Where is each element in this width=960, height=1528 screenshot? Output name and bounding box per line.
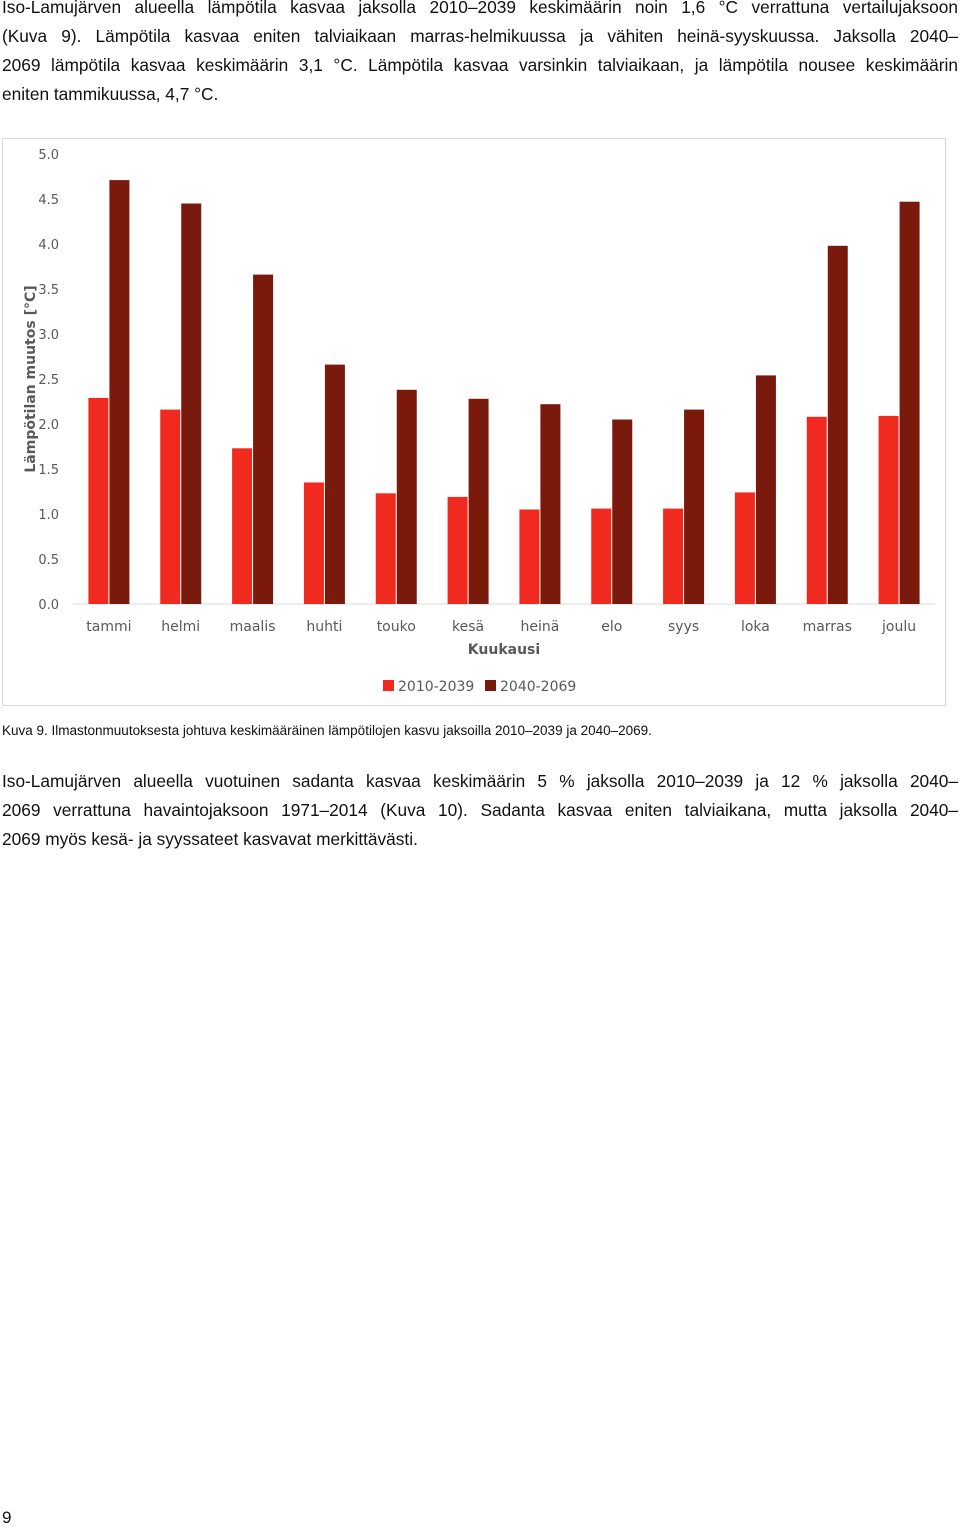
x-tick-label: touko (376, 619, 416, 635)
figure-caption: Kuva 9. Ilmastonmuutoksesta johtuva keskimääräinen lämpötilojen kasvu jaksoilla 2010–2039 ja 2040–2069. (2, 723, 652, 738)
bar-2010-2039-syys (663, 509, 683, 604)
chart-svg (3, 139, 945, 705)
y-tick-label: 1.5 (38, 463, 59, 478)
y-tick-label: 5.0 (38, 148, 59, 163)
x-tick-label: tammi (86, 619, 132, 635)
bar-2040-2069-syys (684, 410, 704, 604)
bar-2040-2069-heinä (540, 404, 560, 604)
x-tick-label: marras (802, 619, 852, 635)
bar-2010-2039-helmi (160, 410, 180, 604)
paragraph-line: 2069 myös kesä- ja syyssateet kasvavat merkittävästi. (2, 829, 418, 849)
bar-2010-2039-joulu (879, 416, 899, 604)
legend-swatch-2010-2039 (383, 680, 394, 691)
y-tick-label: 2.0 (38, 418, 59, 433)
x-tick-label: huhti (306, 619, 343, 635)
bar-2010-2039-heinä (519, 510, 539, 605)
bar-2010-2039-maalis (232, 448, 252, 604)
y-tick-label: 3.0 (38, 328, 59, 343)
bar-2040-2069-helmi (181, 204, 201, 605)
bar-2040-2069-loka (756, 375, 776, 604)
x-tick-label: kesä (452, 619, 485, 635)
y-tick-label: 4.0 (38, 238, 59, 253)
bar-2010-2039-kesä (448, 497, 468, 604)
paragraph-line: 2069 verrattuna havaintojaksoon 1971–2014 (Kuva 10). Sadanta kasvaa eniten talviaikana, mutta jaksolla 2040– (2, 800, 958, 820)
x-tick-label: joulu (882, 619, 917, 635)
x-tick-label: loka (740, 619, 770, 635)
bar-2010-2039-huhti (304, 483, 324, 605)
paragraph-line: 2069 lämpötila kasvaa keskimäärin 3,1 °C. Lämpötila kasvaa varsinkin talviaikaan, ja lämpötila nousee keskimäärin (2, 55, 958, 75)
legend-label: 2040-2069 (500, 679, 577, 695)
temperature-change-chart (2, 138, 946, 706)
bar-2040-2069-tammi (109, 180, 129, 604)
page-number: 9 (2, 1508, 12, 1527)
y-tick-label: 2.5 (38, 373, 59, 388)
y-tick-label: 4.5 (38, 193, 59, 208)
legend-label: 2010-2039 (398, 679, 475, 695)
bar-2040-2069-elo (612, 420, 632, 605)
bar-2010-2039-elo (591, 509, 611, 604)
y-tick-label: 0.5 (38, 553, 59, 568)
bar-2010-2039-touko (376, 493, 396, 604)
x-axis-title: Kuukausi (467, 642, 541, 658)
paragraph-line: Iso-Lamujärven alueella lämpötila kasvaa jaksolla 2010–2039 keskimäärin noin 1,6 °C verrattuna vertailujaksoon (2, 0, 958, 17)
bar-2010-2039-marras (807, 417, 827, 604)
x-tick-label: helmi (161, 619, 201, 635)
bar-2010-2039-loka (735, 492, 755, 604)
bar-2010-2039-tammi (88, 398, 108, 604)
x-tick-label: maalis (229, 619, 276, 635)
y-tick-label: 3.5 (38, 283, 59, 298)
y-tick-label: 0.0 (38, 598, 59, 613)
bar-2040-2069-maalis (253, 275, 273, 604)
bar-2040-2069-kesä (469, 399, 489, 604)
y-axis-title: Lämpötilan muutos [°C] (23, 285, 39, 473)
legend-swatch-2040-2069 (485, 680, 496, 691)
x-tick-label: syys (667, 619, 700, 635)
bar-2040-2069-huhti (325, 365, 345, 604)
precipitation-paragraph (2, 767, 958, 854)
x-tick-label: heinä (520, 619, 560, 635)
intro-paragraph (2, 0, 958, 109)
bar-2040-2069-marras (828, 246, 848, 604)
paragraph-line: (Kuva 9). Lämpötila kasvaa eniten talviaikaan marras-helmikuussa ja vähiten heinä-syyskuussa. Jaksolla 2040– (2, 26, 958, 46)
bar-2040-2069-joulu (900, 202, 920, 604)
paragraph-line: Iso-Lamujärven alueella vuotuinen sadanta kasvaa keskimäärin 5 % jaksolla 2010–2039 ja 12 % jaksolla 2040– (2, 771, 958, 791)
bar-2040-2069-touko (397, 390, 417, 604)
y-tick-label: 1.0 (38, 508, 59, 523)
paragraph-line: eniten tammikuussa, 4,7 °C. (2, 84, 219, 104)
x-tick-label: elo (601, 619, 623, 635)
